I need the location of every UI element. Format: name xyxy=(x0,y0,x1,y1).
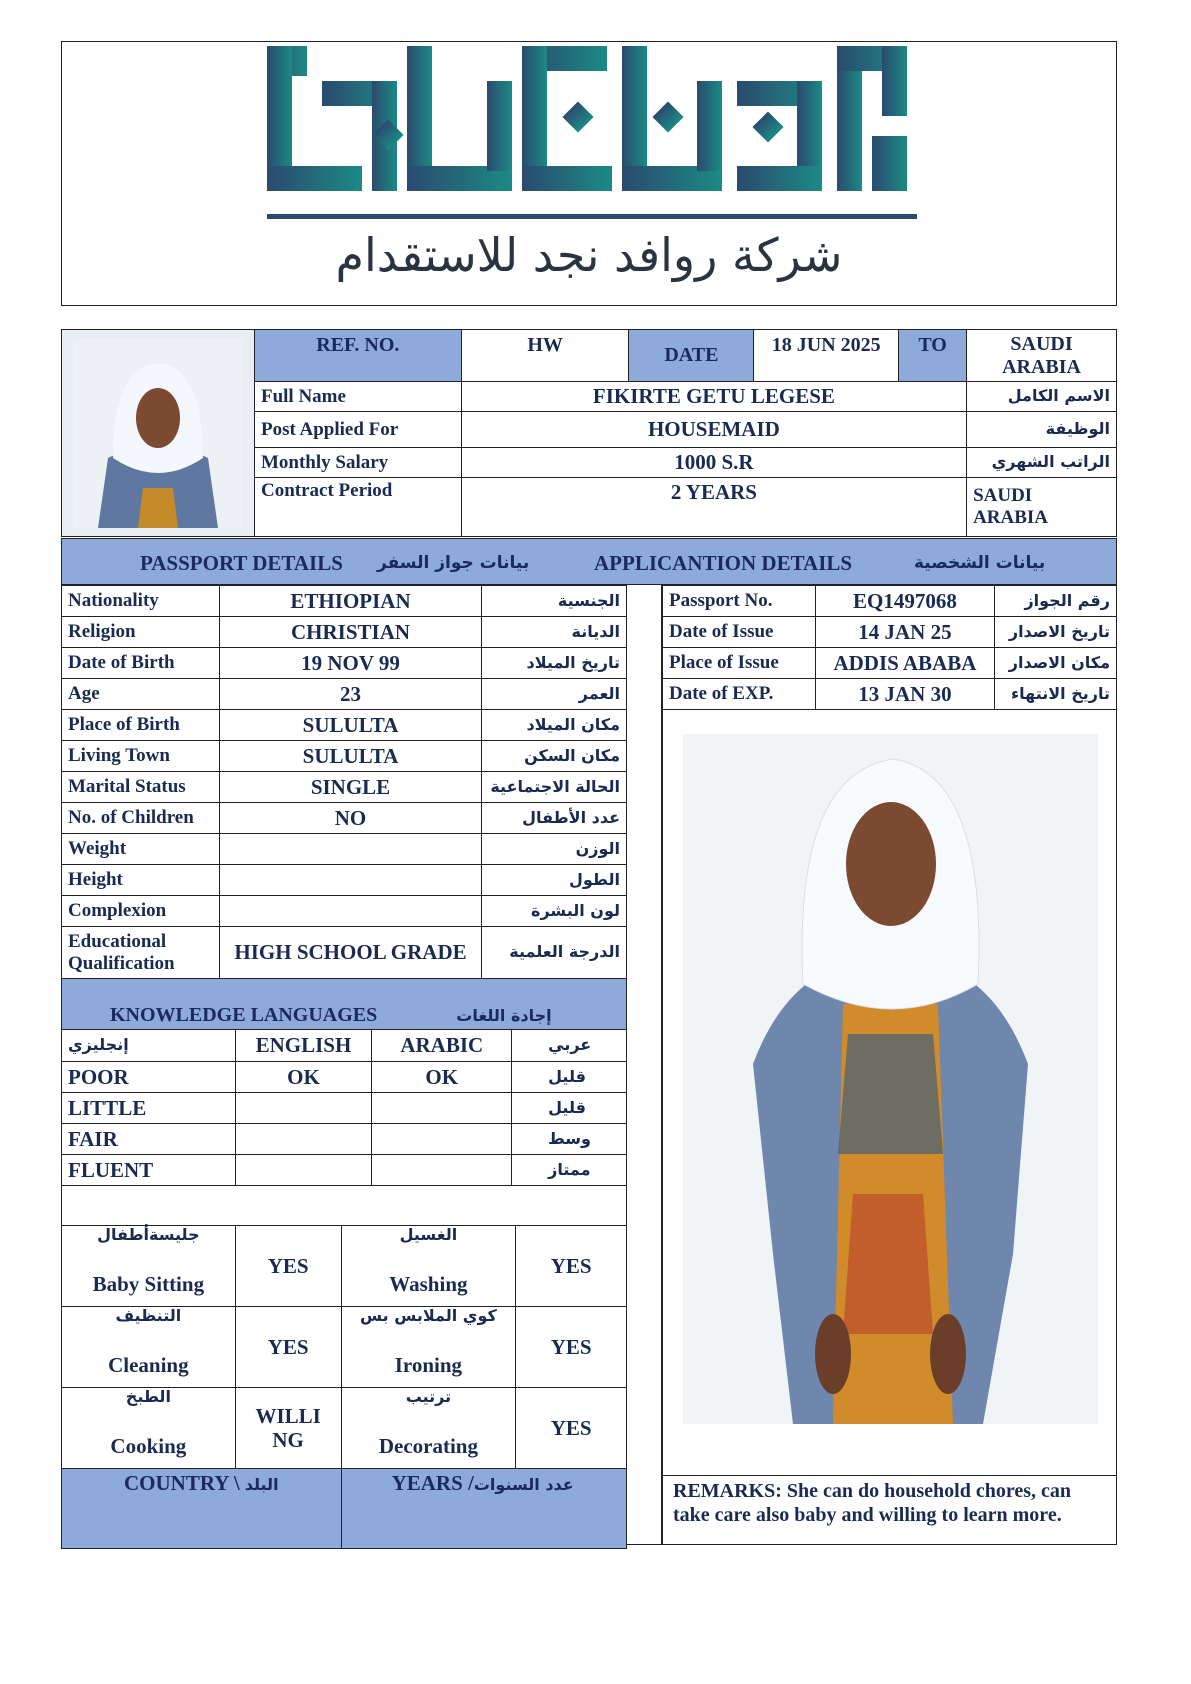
religion-ar: الديانة xyxy=(482,617,627,648)
issue-place-value: ADDIS ABABA xyxy=(815,648,995,679)
passport-details-ar: بيانات جواز السفر xyxy=(377,553,530,573)
lang-poor-arabic: OK xyxy=(372,1062,512,1093)
lang-level-fluent: FLUENT xyxy=(62,1155,236,1186)
contract-period-label: Contract Period xyxy=(254,478,461,537)
age-ar: العمر xyxy=(482,679,627,710)
nationality-ar: الجنسية xyxy=(482,586,627,617)
languages-title: KNOWLEDGE LANGUAGES xyxy=(110,1004,378,1026)
skill-decorating-ar: ترتيب xyxy=(405,1387,452,1406)
issue-date-ar: تاريخ الاصدار xyxy=(995,617,1117,648)
to-label: TO xyxy=(899,330,967,382)
full-name-value: FIKIRTE GETU LEGESE xyxy=(461,382,966,412)
religion-label: Religion xyxy=(62,617,220,648)
to-value: SAUDI ARABIA xyxy=(967,330,1117,382)
experience-country-ar: البلد xyxy=(244,1475,279,1494)
remarks: REMARKS: She can do household chores, can take care also baby and willing to learn more. xyxy=(662,1475,1117,1545)
place-of-birth-ar: مكان الميلاد xyxy=(482,710,627,741)
lang-fair-ar: وسط xyxy=(512,1124,627,1155)
lang-head-arabic: ARABIC xyxy=(372,1030,512,1062)
children-value: NO xyxy=(219,803,481,834)
lang-fluent-english xyxy=(235,1155,372,1186)
experience-years-ar: عدد السنوات xyxy=(473,1475,574,1494)
height-label: Height xyxy=(62,865,220,896)
issue-place-ar: مكان الاصدار xyxy=(995,648,1117,679)
dob-ar: تاريخ الميلاد xyxy=(482,648,627,679)
divider-column xyxy=(627,585,662,1545)
weight-value xyxy=(219,834,481,865)
lang-level-poor: POOR xyxy=(62,1062,236,1093)
languages-title-ar: إجادة اللغات xyxy=(456,1006,552,1025)
skill-baby-sitting: Baby Sitting xyxy=(92,1272,205,1297)
lang-head-english: ENGLISH xyxy=(235,1030,372,1062)
skill-cleaning-ar: التنظيف xyxy=(115,1306,182,1325)
experience-country: COUNTRY \ xyxy=(124,1471,240,1495)
education-label: Educational Qualification xyxy=(62,927,220,979)
date-label: DATE xyxy=(629,330,754,382)
passport-no-value: EQ1497068 xyxy=(815,586,995,617)
lang-little-ar: قليل xyxy=(512,1093,627,1124)
children-ar: عدد الأطفال xyxy=(482,803,627,834)
marital-status-value: SINGLE xyxy=(219,772,481,803)
skill-decorating: Decorating xyxy=(378,1434,478,1459)
dob-value: 19 NOV 99 xyxy=(219,648,481,679)
complexion-label: Complexion xyxy=(62,896,220,927)
lang-poor-ar: قليل xyxy=(512,1062,627,1093)
applicant-portrait-icon xyxy=(73,338,243,528)
skills-table xyxy=(61,1225,627,1549)
ref-no-value: HW xyxy=(461,330,629,382)
lang-fair-arabic xyxy=(372,1124,512,1155)
weight-ar: الوزن xyxy=(482,834,627,865)
education-ar: الدرجة العلمية xyxy=(482,927,627,979)
issue-date-value: 14 JAN 25 xyxy=(815,617,995,648)
salary-value: 1000 S.R xyxy=(461,448,966,478)
application-details-ar: بيانات الشخصية xyxy=(914,553,1046,573)
lang-little-english xyxy=(235,1093,372,1124)
skill-ironing: Ironing xyxy=(394,1353,463,1378)
skill-decorating-value: YES xyxy=(516,1388,627,1469)
lang-head-english-ar: إنجليزي xyxy=(62,1030,236,1062)
exp-date-ar: تاريخ الانتهاء xyxy=(995,679,1117,710)
passport-no-ar: رقم الجواز xyxy=(995,586,1117,617)
skill-cooking-value: WILLI NG xyxy=(235,1388,341,1469)
living-town-value: SULULTA xyxy=(219,741,481,772)
post-label: Post Applied For xyxy=(254,412,461,448)
skill-washing-ar: الغسيل xyxy=(399,1225,458,1244)
lang-level-fair: FAIR xyxy=(62,1124,236,1155)
contract-period-value: 2 YEARS xyxy=(461,478,966,537)
applicant-full-photo-icon xyxy=(683,734,1098,1424)
passport-table xyxy=(662,585,1117,710)
logo-box xyxy=(61,41,1117,306)
age-value: 23 xyxy=(219,679,481,710)
living-town-ar: مكان السكن xyxy=(482,741,627,772)
skill-cooking: Cooking xyxy=(110,1434,187,1459)
height-ar: الطول xyxy=(482,865,627,896)
company-logo-icon xyxy=(267,46,917,236)
complexion-value xyxy=(219,896,481,927)
nationality-label: Nationality xyxy=(62,586,220,617)
skill-baby-sitting-value: YES xyxy=(235,1226,341,1307)
skill-cooking-ar: الطبخ xyxy=(125,1387,171,1406)
passport-no-label: Passport No. xyxy=(663,586,816,617)
lang-fluent-arabic xyxy=(372,1155,512,1186)
salary-label: Monthly Salary xyxy=(254,448,461,478)
lang-level-little: LITTLE xyxy=(62,1093,236,1124)
applicant-photo-small xyxy=(62,330,255,537)
post-ar: الوظيفة xyxy=(967,412,1117,448)
lang-poor-english: OK xyxy=(235,1062,372,1093)
education-value: HIGH SCHOOL GRADE xyxy=(219,927,481,979)
height-value xyxy=(219,865,481,896)
living-town-label: Living Town xyxy=(62,741,220,772)
religion-value: CHRISTIAN xyxy=(219,617,481,648)
date-value: 18 JUN 2025 xyxy=(754,330,899,382)
lang-head-arabic-ar: عربي xyxy=(512,1030,627,1062)
experience-years: YEARS / xyxy=(391,1471,474,1495)
section-band xyxy=(61,538,1117,585)
lang-little-arabic xyxy=(372,1093,512,1124)
complexion-ar: لون البشرة xyxy=(482,896,627,927)
full-name-label: Full Name xyxy=(254,382,461,412)
passport-details-title: PASSPORT DETAILS xyxy=(140,551,343,575)
full-name-ar: الاسم الكامل xyxy=(967,382,1117,412)
age-label: Age xyxy=(62,679,220,710)
weight-label: Weight xyxy=(62,834,220,865)
marital-status-label: Marital Status xyxy=(62,772,220,803)
languages-table xyxy=(61,978,627,1226)
place-of-birth-value: SULULTA xyxy=(219,710,481,741)
company-name-arabic: شركة روافد نجد للاستقدام xyxy=(335,228,843,282)
post-value: HOUSEMAID xyxy=(461,412,966,448)
marital-status-ar: الحالة الاجتماعية xyxy=(482,772,627,803)
skill-baby-sitting-ar: جليسةأطفال xyxy=(97,1225,200,1244)
issue-place-label: Place of Issue xyxy=(663,648,816,679)
application-details-title: APPLICANTION DETAILS xyxy=(594,551,853,575)
skill-cleaning-value: YES xyxy=(235,1307,341,1388)
personal-table xyxy=(61,585,627,979)
skill-ironing-value: YES xyxy=(516,1307,627,1388)
contract-table xyxy=(61,329,1117,537)
lang-fluent-ar: ممتاز xyxy=(512,1155,627,1186)
skill-washing: Washing xyxy=(389,1272,468,1297)
lang-fair-english xyxy=(235,1124,372,1155)
place-of-birth-label: Place of Birth xyxy=(62,710,220,741)
dob-label: Date of Birth xyxy=(62,648,220,679)
exp-date-label: Date of EXP. xyxy=(663,679,816,710)
salary-ar: الراتب الشهري xyxy=(967,448,1117,478)
full-photo-frame xyxy=(662,709,1117,1475)
skill-ironing-ar: كوي الملابس بس xyxy=(360,1306,497,1325)
nationality-value: ETHIOPIAN xyxy=(219,586,481,617)
skill-washing-value: YES xyxy=(516,1226,627,1307)
spacer-row xyxy=(62,1186,627,1226)
skill-cleaning: Cleaning xyxy=(108,1353,189,1378)
contract-country: SAUDI ARABIA xyxy=(967,478,1117,537)
children-label: No. of Children xyxy=(62,803,220,834)
exp-date-value: 13 JAN 30 xyxy=(815,679,995,710)
ref-no-label: REF. NO. xyxy=(254,330,461,382)
issue-date-label: Date of Issue xyxy=(663,617,816,648)
